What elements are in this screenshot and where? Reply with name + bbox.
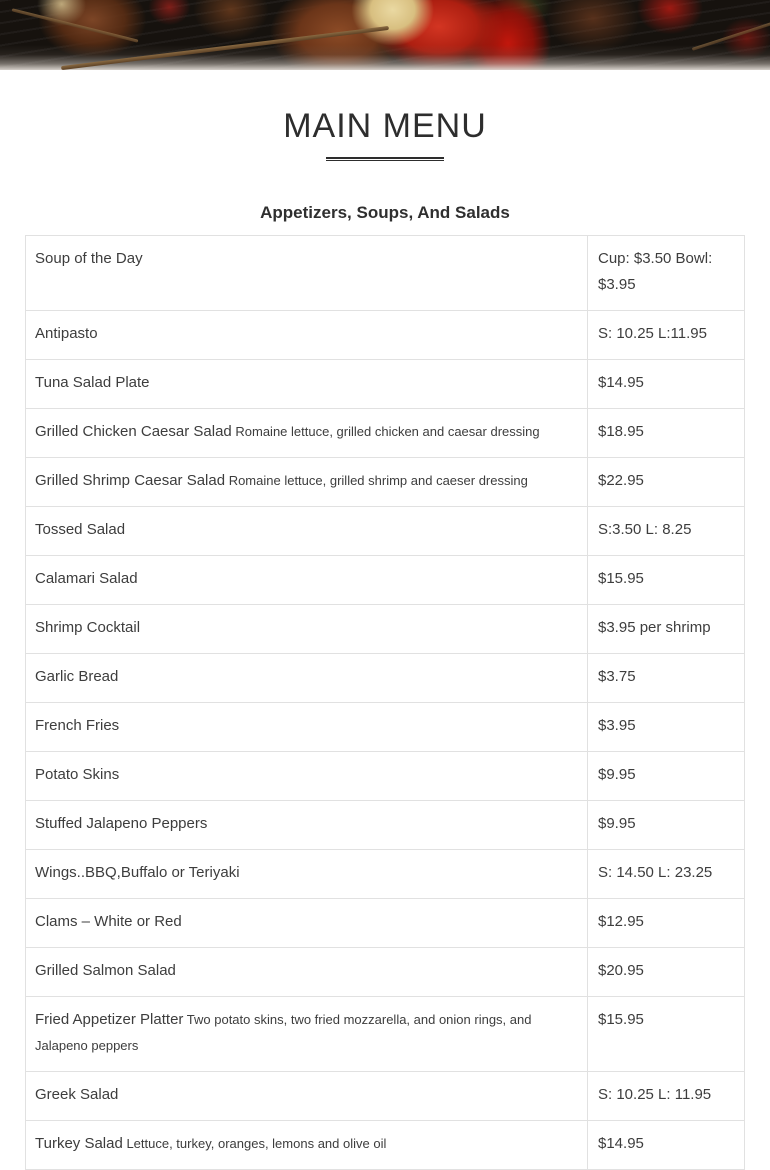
menu-item-price: $9.95 <box>588 801 745 850</box>
menu-row <box>26 899 745 948</box>
menu-row <box>26 1072 745 1121</box>
menu-row <box>26 703 745 752</box>
menu-row <box>26 556 745 605</box>
menu-item-price: $9.95 <box>588 752 745 801</box>
menu-item-price: $3.95 <box>588 703 745 752</box>
menu-item-cell <box>26 850 588 899</box>
menu-row <box>26 458 745 507</box>
menu-table <box>25 235 745 1170</box>
menu-item-cell <box>26 801 588 850</box>
kebab-skewer-stick <box>12 8 139 42</box>
menu-row <box>26 360 745 409</box>
menu-item-cell <box>26 360 588 409</box>
menu-item-name: Fried Appetizer Platter <box>35 1011 184 1028</box>
menu-item-name: Potato Skins <box>35 766 120 783</box>
menu-item-name: French Fries <box>35 717 120 734</box>
menu-item-description: Two potato skins, two fried mozzarella, and onion rings, and Jalapeno peppers <box>35 1012 532 1053</box>
menu-item-name: Grilled Salmon Salad <box>35 962 176 979</box>
menu-item-cell <box>26 1121 588 1170</box>
hero-image <box>0 0 770 70</box>
menu-item-price: $20.95 <box>588 948 745 997</box>
menu-item-price: $12.95 <box>588 899 745 948</box>
menu-row <box>26 605 745 654</box>
menu-item-cell <box>26 556 588 605</box>
menu-item-description: Romaine lettuce, grilled chicken and caesar dressing <box>231 424 540 439</box>
menu-item-name: Soup of the Day <box>35 250 143 267</box>
menu-item-name: Shrimp Cocktail <box>35 619 141 636</box>
menu-item-cell <box>26 948 588 997</box>
menu-row <box>26 801 745 850</box>
page-title: MAIN MENU <box>283 107 487 145</box>
menu-item-price: S:3.50 L: 8.25 <box>588 507 745 556</box>
menu-item-cell <box>26 605 588 654</box>
menu-item-price: $14.95 <box>588 360 745 409</box>
menu-item-name: Tuna Salad Plate <box>35 374 150 391</box>
menu-item-cell <box>26 899 588 948</box>
menu-item-price: $3.95 per shrimp <box>588 605 745 654</box>
menu-item-name: Turkey Salad <box>35 1135 123 1152</box>
menu-item-name: Garlic Bread <box>35 668 119 685</box>
menu-item-cell <box>26 654 588 703</box>
menu-item-description: Romaine lettuce, grilled shrimp and caeser dressing <box>225 473 528 488</box>
menu-row <box>26 507 745 556</box>
title-divider <box>326 157 444 161</box>
menu-item-price: $18.95 <box>588 409 745 458</box>
menu-item-price: S: 14.50 L: 23.25 <box>588 850 745 899</box>
menu-item-price: $15.95 <box>588 997 745 1072</box>
menu-item-cell <box>26 703 588 752</box>
menu-item-cell <box>26 507 588 556</box>
menu-item-name: Stuffed Jalapeno Peppers <box>35 815 208 832</box>
menu-row <box>26 997 745 1072</box>
menu-item-name: Wings..BBQ,Buffalo or Teriyaki <box>35 864 240 881</box>
kebab-skewer-stick <box>692 20 770 51</box>
menu-item-cell <box>26 236 588 311</box>
menu-item-name: Grilled Shrimp Caesar Salad <box>35 472 226 489</box>
section-heading: Appetizers, Soups, And Salads <box>260 203 510 222</box>
menu-row <box>26 654 745 703</box>
menu-item-price: S: 10.25 L:11.95 <box>588 311 745 360</box>
menu-row <box>26 236 745 311</box>
menu-item-price: $14.95 <box>588 1121 745 1170</box>
menu-item-price: S: 10.25 L: 11.95 <box>588 1072 745 1121</box>
menu-row <box>26 1121 745 1170</box>
menu-row <box>26 752 745 801</box>
menu-item-description: Lettuce, turkey, oranges, lemons and olive oil <box>122 1136 387 1151</box>
menu-item-price: Cup: $3.50 Bowl: $3.95 <box>588 236 745 311</box>
menu-item-cell <box>26 1072 588 1121</box>
menu-row <box>26 311 745 360</box>
menu-item-cell <box>26 997 588 1072</box>
menu-item-name: Calamari Salad <box>35 570 138 587</box>
menu-item-name: Tossed Salad <box>35 521 126 538</box>
menu-item-name: Antipasto <box>35 325 98 342</box>
menu-row <box>26 850 745 899</box>
menu-item-price: $22.95 <box>588 458 745 507</box>
menu-item-name: Grilled Chicken Caesar Salad <box>35 423 232 440</box>
menu-item-name: Greek Salad <box>35 1086 119 1103</box>
menu-item-cell <box>26 458 588 507</box>
menu-item-cell <box>26 311 588 360</box>
menu-item-name: Clams – White or Red <box>35 913 182 930</box>
menu-item-price: $3.75 <box>588 654 745 703</box>
menu-item-cell <box>26 752 588 801</box>
menu-item-cell <box>26 409 588 458</box>
menu-item-price: $15.95 <box>588 556 745 605</box>
menu-row <box>26 409 745 458</box>
menu-row <box>26 948 745 997</box>
